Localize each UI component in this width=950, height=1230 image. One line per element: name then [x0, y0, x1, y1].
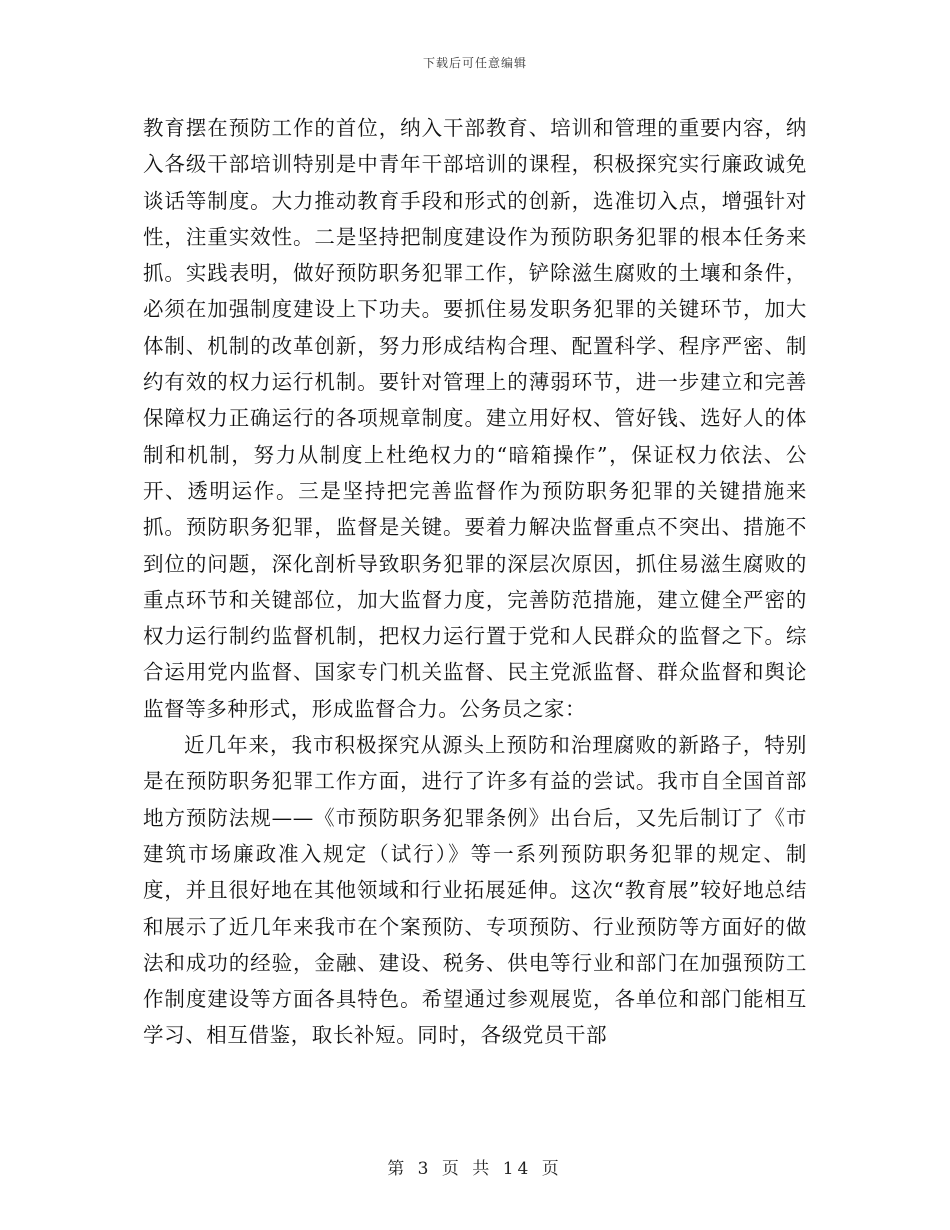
document-body — [143, 110, 807, 1054]
paragraph-continuation: 教育摆在预防工作的首位，纳入干部教育、培训和管理的重要内容，纳入各级干部培训特别是中青年干部培训的课程，积极探究实行廉政诚免谈话等制度。大力推动教育手段和形式的创新，选准切入点，增强针对性，注重实效性。二是坚持把制度建设作为预防职务犯罪的根本任务来抓。实践表明，做好预防职务犯罪工作，铲除滋生腐败的土壤和条件，必须在加强制度建设上下功夫。要抓住易发职务犯罪的关键环节，加大体制、机制的改革创新，努力形成结构合理、配置科学、程序严密、制约有效的权力运行机制。要针对管理上的薄弱环节，进一步建立和完善保障权力正确运行的各项规章制度。建立用好权、管好钱、选好人的体制和机制，努力从制度上杜绝权力的“暗箱操作”，保证权力依法、公开、透明运作。三是坚持把完善监督作为预防职务犯罪的关键措施来抓。预防职务犯罪，监督是关键。要着力解决监督重点不突出、措施不到位的问题，深化剖析导致职务犯罪的深层次原因，抓住易滋生腐败的重点环节和关键部位，加大监督力度，完善防范措施，建立健全严密的权力运行制约监督机制，把权力运行置于党和人民群众的监督之下。综合运用党内监督、国家专门机关监督、民主党派监督、群众监督和舆论监督等多种形式，形成监督合力。公务员之家： — [143, 116, 807, 721]
page-footer: 第 3 页 共 14 页 — [387, 1159, 563, 1179]
page-header: 下载后可任意编辑 — [422, 56, 527, 70]
paragraph: 近几年来，我市积极探究从源头上预防和治理腐败的新路子，特别是在预防职务犯罪工作方面，进行了许多有益的尝试。我市自全国首部地方预防法规——《市预防职务犯罪条例》出台后，又先后制订了《市建筑市场廉政准入规定（试行）》等一系列预防职务犯罪的规定、制度，并且很好地在其他领域和行业拓展延伸。这次“教育展”较好地总结和展示了近几年来我市在个案预防、专项预防、行业预防等方面好的做法和成功的经验，金融、建设、税务、供电等行业和部门在加强预防工作制度建设等方面各具特色。希望通过参观展览，各单位和部门能相互学习、相互借鉴，取长补短。同时，各级党员干部 — [143, 733, 807, 1048]
